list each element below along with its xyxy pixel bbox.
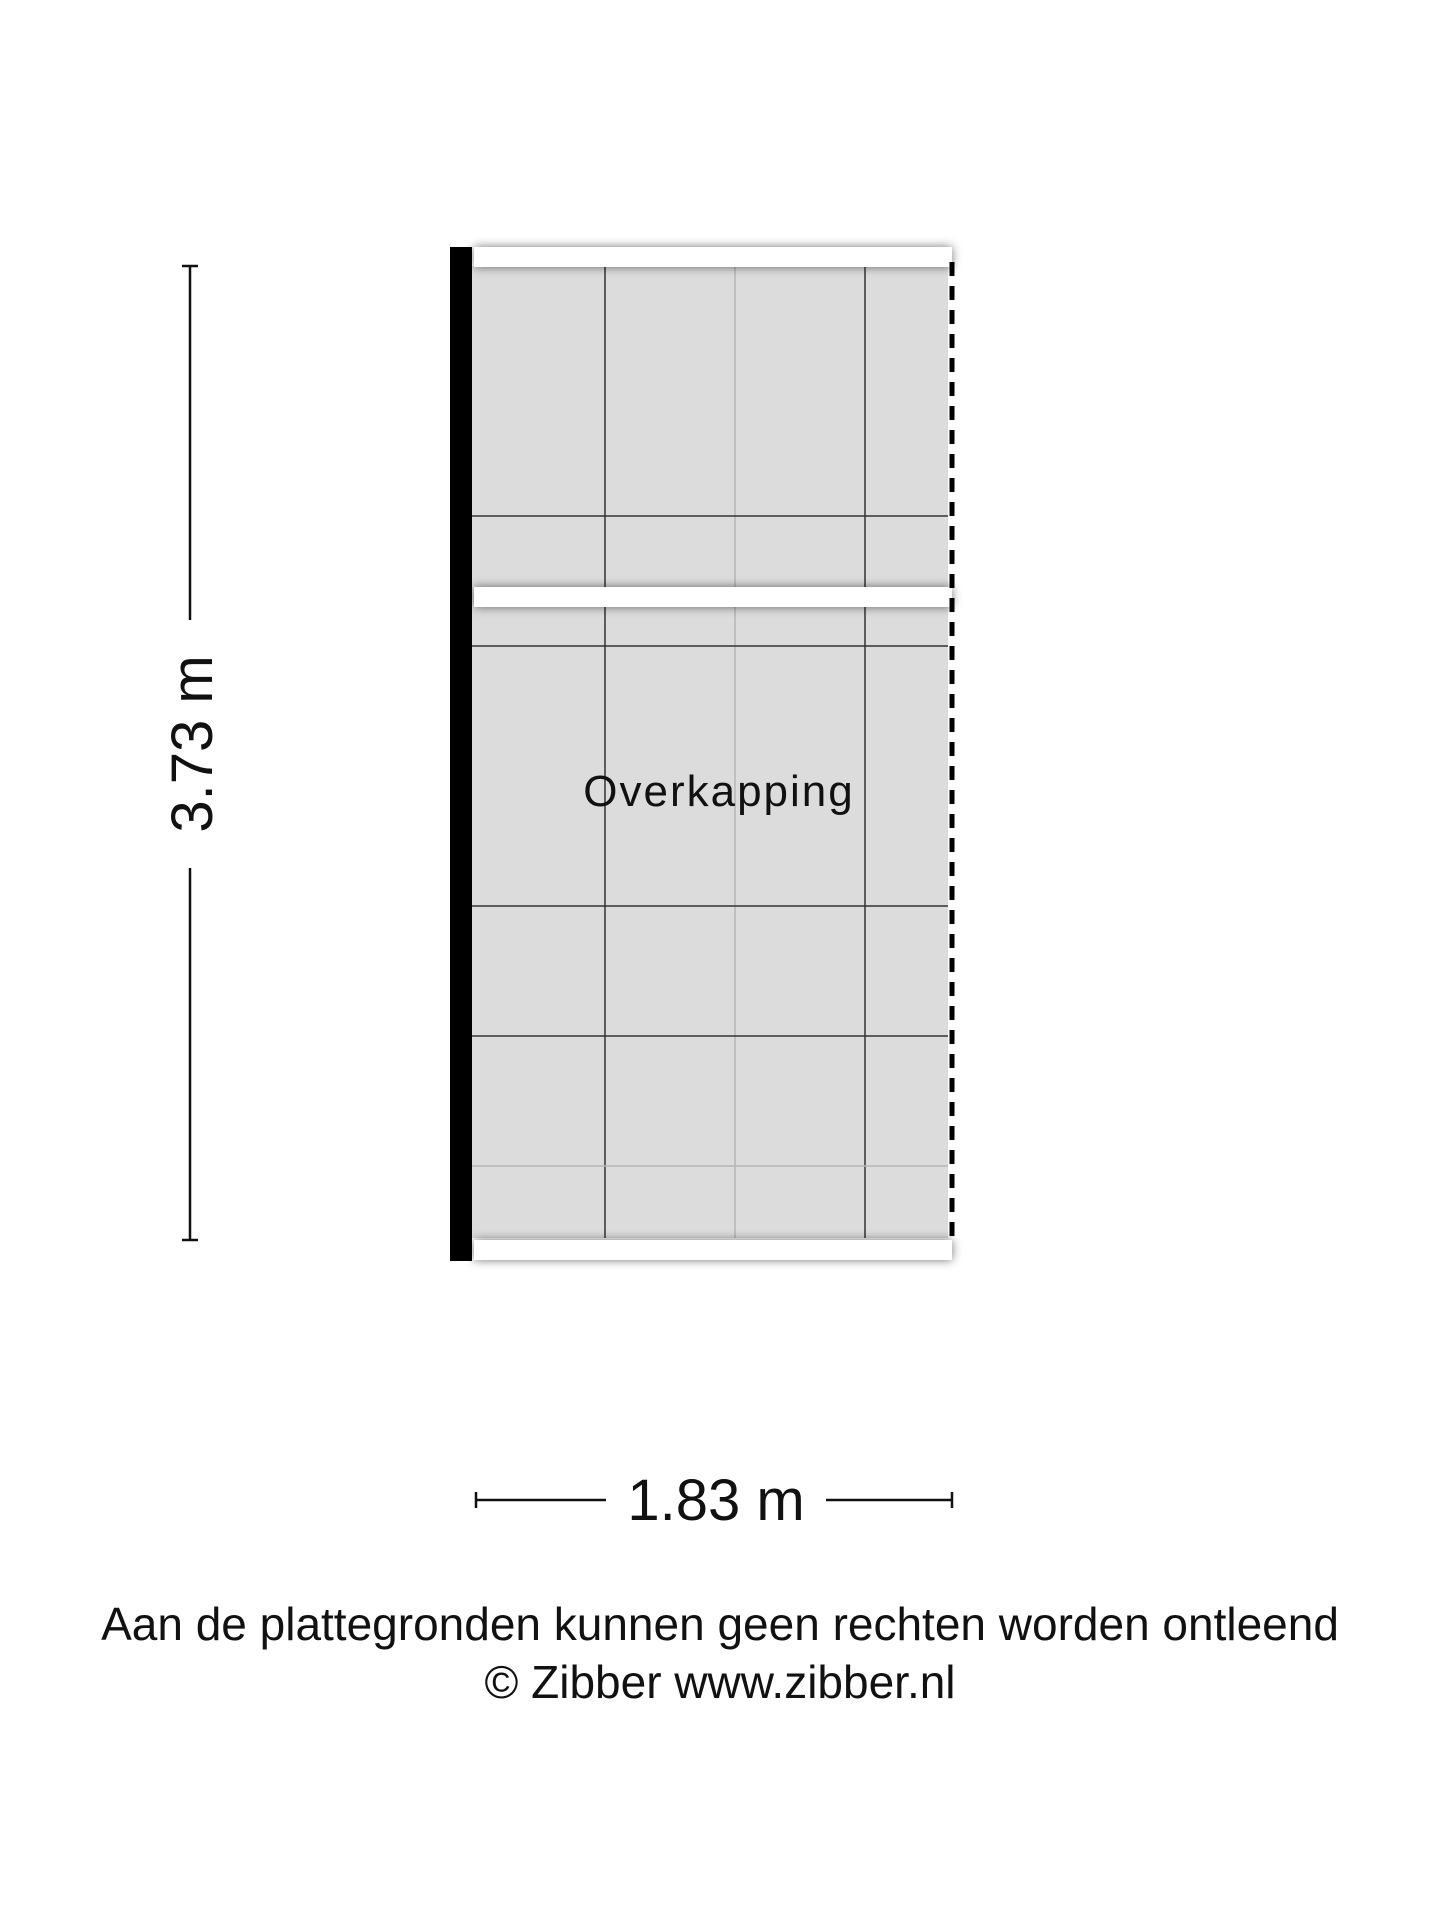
beam-top bbox=[474, 247, 952, 267]
copyright-text: © Zibber www.zibber.nl bbox=[484, 1656, 956, 1708]
width-label: 1.83 m bbox=[627, 1468, 805, 1533]
room-label: Overkapping bbox=[583, 767, 855, 816]
beam-middle bbox=[474, 587, 952, 607]
wall-left bbox=[450, 247, 472, 1261]
depth-label: 3.73 m bbox=[160, 655, 225, 833]
floor-area bbox=[470, 266, 948, 1238]
disclaimer-text: Aan de plattegronden kunnen geen rechten worden ontleend bbox=[101, 1598, 1339, 1650]
beam-bottom bbox=[474, 1240, 952, 1260]
